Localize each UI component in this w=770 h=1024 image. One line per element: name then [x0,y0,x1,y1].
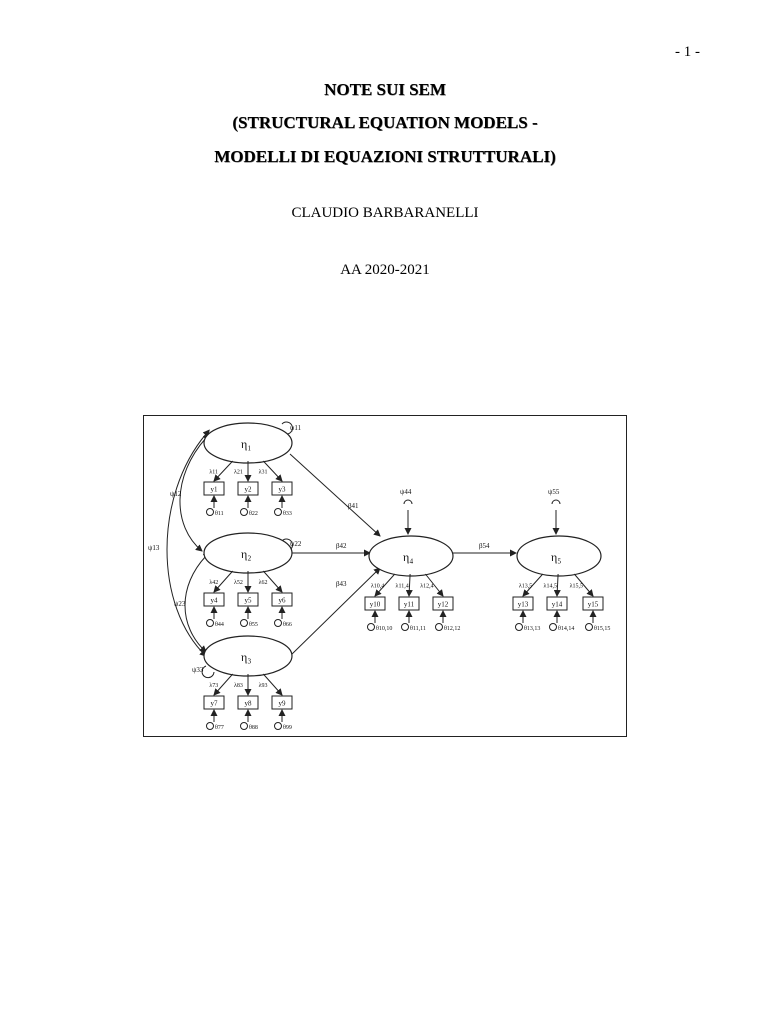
error-label-5: θ55 [249,622,258,628]
indicator-label-5: y5 [244,596,252,605]
error-label-15: θ15,15 [594,626,611,632]
error-label-1: θ11 [215,511,224,517]
error-label-8: θ88 [249,725,258,731]
indicator-label-2: y2 [244,485,252,494]
loading-label-5: λ52 [234,580,243,586]
latent-eta4: η₄ [403,550,414,564]
label-psi33: ψ33 [192,666,204,674]
loading-arrow-14 [557,574,558,596]
author: CLAUDIO BARBARANELLI [291,205,479,221]
label-psi22: ψ22 [290,540,302,548]
indicator-label-3: y3 [278,485,286,494]
label-beta43: β43 [336,580,347,588]
label-beta42: β42 [336,542,347,550]
error-loop-1 [207,509,214,516]
loading-label-14: λ14,5 [543,583,557,590]
loading-label-8: λ83 [234,683,243,689]
error-label-9: θ99 [283,725,292,731]
label-psi11: ψ11 [290,424,302,432]
indicator-label-9: y9 [278,699,286,708]
error-label-3: θ33 [283,511,292,517]
loading-label-4: λ42 [209,580,219,586]
latent-eta3: η₃ [241,650,252,664]
error-label-10: θ10,10 [376,626,393,632]
loading-label-9: λ93 [258,683,268,689]
loading-label-1: λ11 [209,469,219,476]
error-label-13: θ13,13 [524,626,541,632]
page-number: - 1 - [675,44,700,60]
error-label-7: θ77 [215,725,224,731]
indicator-label-8: y8 [244,699,252,708]
indicator-layer [204,461,610,731]
loading-arrow-11 [409,574,410,596]
academic-year: AA 2020-2021 [340,262,430,278]
loading-label-15: λ15,5 [569,583,584,590]
indicator-label-14: y14 [551,600,563,609]
label-beta54: β54 [479,542,490,550]
indicator-label-11: y11 [403,600,415,609]
indicator-label-12: y12 [437,600,449,609]
loading-label-7: λ73 [209,683,219,689]
label-beta41: β41 [348,502,359,510]
error-loop-9 [275,723,282,730]
loading-label-12: λ12,4 [420,583,434,590]
indicator-label-10: y10 [369,600,381,609]
error-label-6: θ66 [283,622,292,628]
latent-eta2: η₂ [241,547,252,561]
loading-label-2: λ21 [234,469,243,476]
indicator-label-13: y13 [517,600,529,609]
error-loop-11 [402,624,409,631]
error-loop-7 [207,723,214,730]
error-label-2: θ22 [249,511,258,517]
error-loop-8 [241,723,248,730]
error-label-12: θ12,12 [444,626,461,632]
label-psi13: ψ13 [148,544,160,552]
label-psi44: ψ44 [400,488,412,496]
label-psi23: ψ23 [174,600,186,608]
error-loop-5 [241,620,248,627]
title-line-1: NOTE SUI SEM [324,80,446,99]
error-label-4: θ44 [215,622,224,628]
loading-label-3: λ31 [258,469,268,476]
error-loop-6 [275,620,282,627]
title-line-2: (STRUCTURAL EQUATION MODELS - [232,113,538,132]
error-label-11: θ11,11 [410,626,426,632]
latent-eta5: η₅ [551,550,562,564]
indicator-label-7: y7 [210,699,218,708]
title-line-3: MODELLI DI EQUAZIONI STRUTTURALI) [214,147,556,166]
label-psi12: ψ12 [170,490,182,498]
error-loop-4 [207,620,214,627]
error-label-14: θ14,14 [558,626,575,632]
error-loop-3 [275,509,282,516]
error-loop-2 [241,509,248,516]
error-loop-15 [586,624,593,631]
error-loop-14 [550,624,557,631]
latent-eta1: η₁ [241,437,252,451]
indicator-label-15: y15 [587,600,599,609]
indicator-label-6: y6 [278,596,286,605]
loading-label-10: λ10,4 [370,583,385,590]
error-loop-13 [516,624,523,631]
error-loop-12 [436,624,443,631]
loading-label-6: λ62 [258,580,268,586]
indicator-label-1: y1 [210,485,218,494]
loading-label-13: λ13,5 [518,583,533,590]
loading-label-11: λ11,4 [395,583,409,590]
label-psi55: ψ55 [548,488,560,496]
sem-path-diagram [143,415,627,737]
indicator-label-4: y4 [210,596,218,605]
error-loop-10 [368,624,375,631]
